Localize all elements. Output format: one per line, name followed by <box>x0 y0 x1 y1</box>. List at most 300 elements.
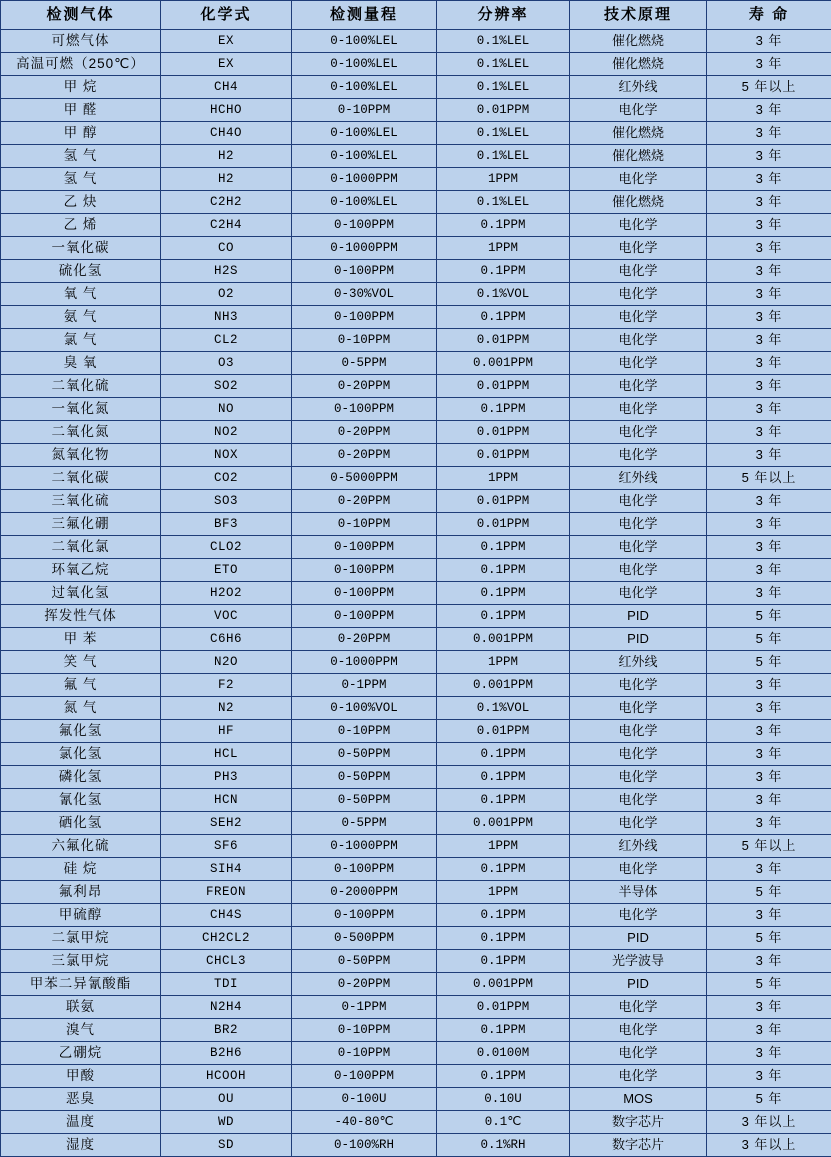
cell-resolution: 0.1%LEL <box>437 30 570 53</box>
cell-range: 0-100PPM <box>292 536 437 559</box>
cell-formula: SEH2 <box>161 812 292 835</box>
table-row <box>1 421 831 444</box>
cell-resolution: 0.001PPM <box>437 352 570 375</box>
cell-formula: BR2 <box>161 1019 292 1042</box>
cell-range: 0-50PPM <box>292 789 437 812</box>
cell-formula: SO2 <box>161 375 292 398</box>
table-row <box>1 145 831 168</box>
cell-range: 0-100%VOL <box>292 697 437 720</box>
cell-life: 3 年 <box>707 1042 831 1065</box>
table-row <box>1 168 831 191</box>
cell-name: 甲 烷 <box>1 76 161 99</box>
cell-life: 5 年以上 <box>707 467 831 490</box>
cell-range: 0-1000PPM <box>292 651 437 674</box>
cell-formula: CH4 <box>161 76 292 99</box>
cell-principle: PID <box>570 605 707 628</box>
cell-formula: NO <box>161 398 292 421</box>
cell-resolution: 0.1%LEL <box>437 53 570 76</box>
cell-principle: 数字芯片 <box>570 1134 707 1157</box>
cell-name: 六氟化硫 <box>1 835 161 858</box>
cell-name: 三氯甲烷 <box>1 950 161 973</box>
cell-formula: C2H4 <box>161 214 292 237</box>
cell-resolution: 0.01PPM <box>437 996 570 1019</box>
cell-principle: 电化学 <box>570 720 707 743</box>
cell-range: 0-100%LEL <box>292 145 437 168</box>
cell-life: 5 年以上 <box>707 76 831 99</box>
cell-life: 3 年 <box>707 352 831 375</box>
cell-range: 0-10PPM <box>292 1019 437 1042</box>
cell-principle: 电化学 <box>570 743 707 766</box>
cell-life: 3 年 <box>707 375 831 398</box>
table-header <box>1 1 831 30</box>
cell-principle: 电化学 <box>570 214 707 237</box>
cell-principle: 催化燃烧 <box>570 122 707 145</box>
cell-formula: CH4O <box>161 122 292 145</box>
cell-range: 0-20PPM <box>292 628 437 651</box>
cell-resolution: 0.1%VOL <box>437 283 570 306</box>
cell-resolution: 0.1PPM <box>437 789 570 812</box>
cell-resolution: 0.1PPM <box>437 536 570 559</box>
cell-range: 0-50PPM <box>292 766 437 789</box>
cell-resolution: 1PPM <box>437 881 570 904</box>
cell-life: 3 年 <box>707 444 831 467</box>
cell-principle: 催化燃烧 <box>570 191 707 214</box>
cell-principle: 电化学 <box>570 375 707 398</box>
column-header-principle: 技术原理 <box>570 1 707 30</box>
cell-life: 5 年 <box>707 1088 831 1111</box>
cell-formula: HCOOH <box>161 1065 292 1088</box>
cell-name: 臭 氧 <box>1 352 161 375</box>
cell-life: 3 年 <box>707 582 831 605</box>
cell-life: 3 年 <box>707 214 831 237</box>
cell-principle: 电化学 <box>570 490 707 513</box>
cell-principle: 电化学 <box>570 398 707 421</box>
table-row <box>1 1134 831 1157</box>
table-row <box>1 1019 831 1042</box>
cell-life: 3 年 <box>707 398 831 421</box>
cell-formula: BF3 <box>161 513 292 536</box>
cell-resolution: 0.1PPM <box>437 927 570 950</box>
cell-formula: CO2 <box>161 467 292 490</box>
cell-principle: 红外线 <box>570 835 707 858</box>
table-row <box>1 674 831 697</box>
table-row <box>1 605 831 628</box>
table-row <box>1 789 831 812</box>
cell-range: 0-100%LEL <box>292 122 437 145</box>
cell-range: 0-100%RH <box>292 1134 437 1157</box>
cell-range: 0-50PPM <box>292 950 437 973</box>
cell-principle: PID <box>570 973 707 996</box>
cell-name: 氢 气 <box>1 145 161 168</box>
cell-life: 5 年 <box>707 881 831 904</box>
cell-principle: 红外线 <box>570 76 707 99</box>
cell-name: 乙 炔 <box>1 191 161 214</box>
cell-principle: 电化学 <box>570 168 707 191</box>
cell-resolution: 0.1%LEL <box>437 122 570 145</box>
cell-name: 一氧化碳 <box>1 237 161 260</box>
table-row <box>1 283 831 306</box>
table-row <box>1 375 831 398</box>
cell-principle: 电化学 <box>570 329 707 352</box>
cell-formula: H2O2 <box>161 582 292 605</box>
cell-resolution: 1PPM <box>437 835 570 858</box>
cell-name: 甲 醇 <box>1 122 161 145</box>
cell-range: 0-500PPM <box>292 927 437 950</box>
cell-life: 5 年以上 <box>707 835 831 858</box>
cell-formula: O3 <box>161 352 292 375</box>
cell-name: 二氯甲烷 <box>1 927 161 950</box>
column-header-formula: 化学式 <box>161 1 292 30</box>
cell-name: 二氧化氯 <box>1 536 161 559</box>
cell-life: 3 年 <box>707 674 831 697</box>
cell-principle: 电化学 <box>570 513 707 536</box>
cell-range: 0-5000PPM <box>292 467 437 490</box>
cell-resolution: 1PPM <box>437 467 570 490</box>
column-header-gas: 检测气体 <box>1 1 161 30</box>
table-row <box>1 30 831 53</box>
table-row <box>1 881 831 904</box>
cell-name: 甲苯二异氰酸酯 <box>1 973 161 996</box>
cell-resolution: 0.1PPM <box>437 260 570 283</box>
table-row <box>1 76 831 99</box>
cell-formula: N2 <box>161 697 292 720</box>
table-row <box>1 122 831 145</box>
cell-name: 氟 气 <box>1 674 161 697</box>
cell-principle: 电化学 <box>570 536 707 559</box>
cell-range: 0-100PPM <box>292 605 437 628</box>
table-row <box>1 973 831 996</box>
table-row <box>1 214 831 237</box>
table-row <box>1 582 831 605</box>
cell-life: 5 年 <box>707 927 831 950</box>
cell-life: 3 年 <box>707 260 831 283</box>
cell-range: 0-10PPM <box>292 513 437 536</box>
cell-name: 氮氧化物 <box>1 444 161 467</box>
cell-resolution: 0.1PPM <box>437 1065 570 1088</box>
table-row <box>1 352 831 375</box>
cell-life: 5 年 <box>707 605 831 628</box>
cell-formula: H2S <box>161 260 292 283</box>
cell-life: 3 年 <box>707 950 831 973</box>
cell-resolution: 0.01PPM <box>437 513 570 536</box>
table-row <box>1 559 831 582</box>
cell-formula: HCL <box>161 743 292 766</box>
cell-name: 氯 气 <box>1 329 161 352</box>
cell-principle: 电化学 <box>570 812 707 835</box>
cell-formula: WD <box>161 1111 292 1134</box>
cell-principle: MOS <box>570 1088 707 1111</box>
cell-principle: 电化学 <box>570 444 707 467</box>
column-header-life: 寿 命 <box>707 1 831 30</box>
cell-name: 硫化氢 <box>1 260 161 283</box>
column-header-range: 检测量程 <box>292 1 437 30</box>
cell-formula: CH2CL2 <box>161 927 292 950</box>
table-row <box>1 996 831 1019</box>
cell-range: 0-10PPM <box>292 329 437 352</box>
cell-formula: FREON <box>161 881 292 904</box>
cell-range: 0-100%LEL <box>292 76 437 99</box>
cell-range: 0-20PPM <box>292 421 437 444</box>
cell-name: 三氟化硼 <box>1 513 161 536</box>
cell-resolution: 0.1%LEL <box>437 145 570 168</box>
cell-formula: SF6 <box>161 835 292 858</box>
cell-formula: HCHO <box>161 99 292 122</box>
cell-range: 0-5PPM <box>292 812 437 835</box>
cell-formula: ETO <box>161 559 292 582</box>
cell-resolution: 0.001PPM <box>437 973 570 996</box>
table-row <box>1 950 831 973</box>
cell-resolution: 0.1PPM <box>437 904 570 927</box>
cell-resolution: 1PPM <box>437 651 570 674</box>
cell-name: 氧 气 <box>1 283 161 306</box>
cell-principle: 电化学 <box>570 789 707 812</box>
cell-formula: N2O <box>161 651 292 674</box>
cell-range: 0-100PPM <box>292 1065 437 1088</box>
cell-range: 0-100PPM <box>292 582 437 605</box>
cell-principle: 电化学 <box>570 1019 707 1042</box>
cell-formula: SO3 <box>161 490 292 513</box>
cell-name: 溴气 <box>1 1019 161 1042</box>
table-row <box>1 53 831 76</box>
cell-formula: CHCL3 <box>161 950 292 973</box>
cell-resolution: 0.1PPM <box>437 582 570 605</box>
cell-range: 0-2000PPM <box>292 881 437 904</box>
cell-life: 3 年 <box>707 812 831 835</box>
cell-resolution: 1PPM <box>437 237 570 260</box>
cell-range: 0-100PPM <box>292 398 437 421</box>
cell-resolution: 0.1PPM <box>437 605 570 628</box>
cell-resolution: 0.1%RH <box>437 1134 570 1157</box>
cell-name: 甲酸 <box>1 1065 161 1088</box>
cell-name: 甲硫醇 <box>1 904 161 927</box>
cell-name: 环氧乙烷 <box>1 559 161 582</box>
cell-range: 0-100PPM <box>292 858 437 881</box>
cell-principle: 电化学 <box>570 559 707 582</box>
cell-formula: CO <box>161 237 292 260</box>
cell-resolution: 0.01PPM <box>437 375 570 398</box>
table-row <box>1 858 831 881</box>
cell-principle: 电化学 <box>570 766 707 789</box>
cell-resolution: 0.1PPM <box>437 559 570 582</box>
cell-principle: 电化学 <box>570 697 707 720</box>
cell-resolution: 0.01PPM <box>437 720 570 743</box>
cell-range: 0-1000PPM <box>292 237 437 260</box>
cell-principle: 光学波导 <box>570 950 707 973</box>
cell-range: 0-10PPM <box>292 720 437 743</box>
cell-formula: NH3 <box>161 306 292 329</box>
table-row <box>1 1042 831 1065</box>
cell-resolution: 0.1PPM <box>437 306 570 329</box>
cell-principle: 数字芯片 <box>570 1111 707 1134</box>
cell-formula: NOX <box>161 444 292 467</box>
cell-formula: EX <box>161 30 292 53</box>
cell-formula: NO2 <box>161 421 292 444</box>
table-row <box>1 490 831 513</box>
cell-range: 0-100PPM <box>292 904 437 927</box>
cell-formula: SIH4 <box>161 858 292 881</box>
cell-principle: 电化学 <box>570 421 707 444</box>
cell-range: 0-10PPM <box>292 99 437 122</box>
cell-resolution: 0.01PPM <box>437 490 570 513</box>
cell-name: 氟化氢 <box>1 720 161 743</box>
cell-formula: C6H6 <box>161 628 292 651</box>
cell-principle: 催化燃烧 <box>570 145 707 168</box>
cell-principle: 半导体 <box>570 881 707 904</box>
table-row <box>1 904 831 927</box>
table-row <box>1 1088 831 1111</box>
cell-range: 0-100%LEL <box>292 53 437 76</box>
cell-name: 硅 烷 <box>1 858 161 881</box>
cell-range: 0-20PPM <box>292 375 437 398</box>
cell-principle: 红外线 <box>570 651 707 674</box>
cell-name: 乙硼烷 <box>1 1042 161 1065</box>
table-row <box>1 835 831 858</box>
cell-principle: 电化学 <box>570 306 707 329</box>
cell-name: 氰化氢 <box>1 789 161 812</box>
cell-name: 甲 苯 <box>1 628 161 651</box>
table-row <box>1 1065 831 1088</box>
table-row <box>1 260 831 283</box>
cell-life: 3 年 <box>707 122 831 145</box>
cell-resolution: 0.1PPM <box>437 398 570 421</box>
table-row <box>1 306 831 329</box>
cell-life: 3 年 <box>707 99 831 122</box>
cell-resolution: 0.01PPM <box>437 329 570 352</box>
cell-name: 氨 气 <box>1 306 161 329</box>
table-row <box>1 628 831 651</box>
cell-life: 3 年 <box>707 306 831 329</box>
cell-resolution: 0.1PPM <box>437 766 570 789</box>
cell-life: 3 年 <box>707 513 831 536</box>
cell-life: 3 年 <box>707 858 831 881</box>
cell-principle: 电化学 <box>570 260 707 283</box>
cell-range: 0-100PPM <box>292 559 437 582</box>
cell-life: 5 年 <box>707 651 831 674</box>
cell-range: 0-100PPM <box>292 214 437 237</box>
cell-resolution: 0.001PPM <box>437 674 570 697</box>
cell-principle: 红外线 <box>570 467 707 490</box>
cell-resolution: 0.0100M <box>437 1042 570 1065</box>
cell-formula: OU <box>161 1088 292 1111</box>
cell-resolution: 0.1PPM <box>437 214 570 237</box>
table-row <box>1 812 831 835</box>
cell-life: 3 年 <box>707 536 831 559</box>
cell-principle: 电化学 <box>570 1065 707 1088</box>
cell-range: 0-1PPM <box>292 996 437 1019</box>
cell-formula: H2 <box>161 168 292 191</box>
cell-life: 3 年 <box>707 766 831 789</box>
cell-resolution: 0.1℃ <box>437 1111 570 1134</box>
cell-formula: VOC <box>161 605 292 628</box>
cell-life: 5 年 <box>707 628 831 651</box>
table-row <box>1 766 831 789</box>
cell-life: 3 年 <box>707 789 831 812</box>
table-row <box>1 513 831 536</box>
cell-principle: 电化学 <box>570 858 707 881</box>
cell-resolution: 0.001PPM <box>437 628 570 651</box>
cell-formula: EX <box>161 53 292 76</box>
cell-principle: 电化学 <box>570 582 707 605</box>
cell-life: 3 年 <box>707 329 831 352</box>
cell-name: 硒化氢 <box>1 812 161 835</box>
cell-principle: 电化学 <box>570 1042 707 1065</box>
cell-resolution: 0.01PPM <box>437 444 570 467</box>
cell-life: 3 年 <box>707 904 831 927</box>
table-row <box>1 191 831 214</box>
cell-range: 0-30%VOL <box>292 283 437 306</box>
cell-name: 三氧化硫 <box>1 490 161 513</box>
table-row <box>1 237 831 260</box>
cell-formula: CLO2 <box>161 536 292 559</box>
cell-range: 0-10PPM <box>292 1042 437 1065</box>
cell-life: 3 年 <box>707 743 831 766</box>
cell-name: 恶臭 <box>1 1088 161 1111</box>
cell-formula: N2H4 <box>161 996 292 1019</box>
cell-name: 挥发性气体 <box>1 605 161 628</box>
cell-resolution: 1PPM <box>437 168 570 191</box>
cell-life: 3 年 <box>707 559 831 582</box>
cell-life: 3 年 <box>707 490 831 513</box>
table-row <box>1 467 831 490</box>
cell-range: 0-100U <box>292 1088 437 1111</box>
cell-name: 氟利昂 <box>1 881 161 904</box>
cell-range: 0-20PPM <box>292 444 437 467</box>
cell-principle: 催化燃烧 <box>570 53 707 76</box>
table-row <box>1 444 831 467</box>
cell-range: 0-100PPM <box>292 306 437 329</box>
cell-life: 3 年 <box>707 697 831 720</box>
table-row <box>1 398 831 421</box>
table-row <box>1 651 831 674</box>
cell-life: 3 年 <box>707 996 831 1019</box>
cell-life: 3 年 <box>707 1065 831 1088</box>
cell-formula: B2H6 <box>161 1042 292 1065</box>
cell-resolution: 0.01PPM <box>437 421 570 444</box>
cell-name: 氯化氢 <box>1 743 161 766</box>
cell-name: 二氧化硫 <box>1 375 161 398</box>
cell-life: 3 年 <box>707 720 831 743</box>
cell-life: 3 年以上 <box>707 1111 831 1134</box>
table-row <box>1 743 831 766</box>
cell-life: 5 年 <box>707 973 831 996</box>
cell-name: 甲 醛 <box>1 99 161 122</box>
cell-principle: 电化学 <box>570 99 707 122</box>
column-header-resolution: 分辨率 <box>437 1 570 30</box>
cell-life: 3 年 <box>707 145 831 168</box>
cell-name: 高温可燃（250℃） <box>1 53 161 76</box>
cell-life: 3 年以上 <box>707 1134 831 1157</box>
cell-range: 0-100PPM <box>292 260 437 283</box>
cell-name: 可燃气体 <box>1 30 161 53</box>
cell-life: 3 年 <box>707 191 831 214</box>
cell-name: 二氧化氮 <box>1 421 161 444</box>
cell-name: 氮 气 <box>1 697 161 720</box>
cell-life: 3 年 <box>707 283 831 306</box>
cell-name: 二氧化碳 <box>1 467 161 490</box>
cell-formula: PH3 <box>161 766 292 789</box>
cell-formula: CH4S <box>161 904 292 927</box>
table-row <box>1 697 831 720</box>
table-row <box>1 99 831 122</box>
cell-range: 0-5PPM <box>292 352 437 375</box>
cell-principle: 电化学 <box>570 237 707 260</box>
table-row <box>1 927 831 950</box>
cell-formula: SD <box>161 1134 292 1157</box>
cell-resolution: 0.001PPM <box>437 812 570 835</box>
cell-range: 0-100%LEL <box>292 30 437 53</box>
cell-range: 0-100%LEL <box>292 191 437 214</box>
cell-range: 0-1PPM <box>292 674 437 697</box>
